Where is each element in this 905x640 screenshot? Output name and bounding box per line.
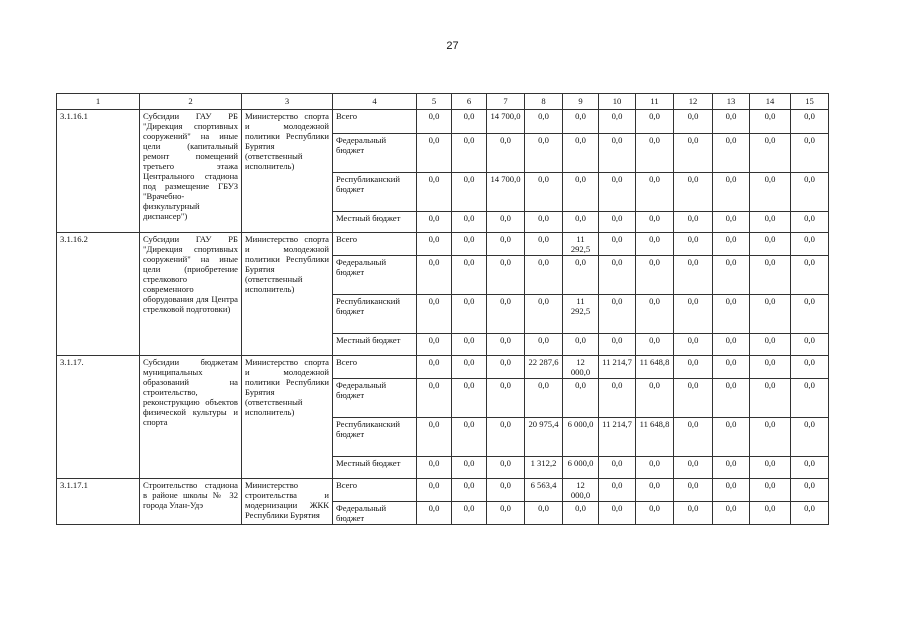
col-header: 14 <box>750 94 791 110</box>
executor-cell: Министерство спорта и молодежной политики Республики Бурятия (ответственный исполнитель) <box>242 356 333 479</box>
table-row <box>57 233 829 256</box>
amount-cell: 0,0 <box>636 233 674 256</box>
amount-cell: 0,0 <box>750 134 791 173</box>
amount-cell: 0,0 <box>750 334 791 356</box>
amount-cell: 11 214,7 <box>599 356 636 379</box>
amount-cell: 0,0 <box>674 212 713 233</box>
col-header: 11 <box>636 94 674 110</box>
amount-cell: 11 214,7 <box>599 418 636 457</box>
amount-cell: 0,0 <box>417 295 452 334</box>
amount-cell: 0,0 <box>417 256 452 295</box>
amount-cell: 0,0 <box>636 212 674 233</box>
funding-source-cell: Местный бюджет <box>333 334 417 356</box>
col-header: 9 <box>563 94 599 110</box>
item-code-cell: 3.1.16.2 <box>57 233 140 356</box>
funding-source-cell: Республиканский бюджет <box>333 418 417 457</box>
amount-cell: 0,0 <box>599 502 636 525</box>
amount-cell: 0,0 <box>791 356 829 379</box>
amount-cell: 0,0 <box>417 479 452 502</box>
col-header: 6 <box>452 94 487 110</box>
amount-cell: 0,0 <box>525 212 563 233</box>
amount-cell: 0,0 <box>674 502 713 525</box>
funding-source-cell: Всего <box>333 233 417 256</box>
amount-cell: 11 292,5 <box>563 295 599 334</box>
amount-cell: 0,0 <box>487 256 525 295</box>
amount-cell: 0,0 <box>487 212 525 233</box>
amount-cell: 0,0 <box>599 379 636 418</box>
amount-cell: 0,0 <box>636 173 674 212</box>
amount-cell: 0,0 <box>791 418 829 457</box>
amount-cell: 0,0 <box>674 256 713 295</box>
funding-source-cell: Федеральный бюджет <box>333 134 417 173</box>
amount-cell: 0,0 <box>487 502 525 525</box>
amount-cell: 0,0 <box>452 457 487 479</box>
amount-cell: 0,0 <box>525 233 563 256</box>
amount-cell: 0,0 <box>636 256 674 295</box>
amount-cell: 0,0 <box>791 233 829 256</box>
amount-cell: 20 975,4 <box>525 418 563 457</box>
amount-cell: 0,0 <box>750 418 791 457</box>
amount-cell: 0,0 <box>791 334 829 356</box>
amount-cell: 0,0 <box>599 256 636 295</box>
amount-cell: 0,0 <box>750 457 791 479</box>
amount-cell: 0,0 <box>417 110 452 134</box>
amount-cell: 0,0 <box>713 334 750 356</box>
amount-cell: 6 000,0 <box>563 418 599 457</box>
amount-cell: 0,0 <box>599 334 636 356</box>
amount-cell: 0,0 <box>713 212 750 233</box>
amount-cell: 0,0 <box>417 173 452 212</box>
col-header: 12 <box>674 94 713 110</box>
funding-source-cell: Всего <box>333 479 417 502</box>
amount-cell: 0,0 <box>417 502 452 525</box>
item-code-cell: 3.1.16.1 <box>57 110 140 233</box>
table-row <box>57 110 829 134</box>
amount-cell: 0,0 <box>563 502 599 525</box>
amount-cell: 0,0 <box>417 418 452 457</box>
amount-cell: 0,0 <box>791 479 829 502</box>
amount-cell: 0,0 <box>452 256 487 295</box>
amount-cell: 0,0 <box>487 418 525 457</box>
amount-cell: 0,0 <box>452 134 487 173</box>
amount-cell: 0,0 <box>487 479 525 502</box>
amount-cell: 0,0 <box>750 173 791 212</box>
amount-cell: 0,0 <box>750 212 791 233</box>
amount-cell: 0,0 <box>713 379 750 418</box>
amount-cell: 0,0 <box>750 233 791 256</box>
amount-cell: 0,0 <box>525 110 563 134</box>
col-header: 1 <box>57 94 140 110</box>
amount-cell: 0,0 <box>599 233 636 256</box>
amount-cell: 0,0 <box>674 233 713 256</box>
amount-cell: 0,0 <box>487 295 525 334</box>
amount-cell: 0,0 <box>750 356 791 379</box>
amount-cell: 12 000,0 <box>563 356 599 379</box>
amount-cell: 0,0 <box>713 134 750 173</box>
column-number-row <box>57 94 829 110</box>
funding-source-cell: Местный бюджет <box>333 212 417 233</box>
item-name-cell: Субсидии бюджетам муниципальных образований на строительство, реконструкцию объектов физической культуры и спорта <box>140 356 242 479</box>
amount-cell: 0,0 <box>599 110 636 134</box>
amount-cell: 0,0 <box>791 502 829 525</box>
amount-cell: 0,0 <box>563 256 599 295</box>
amount-cell: 6 000,0 <box>563 457 599 479</box>
funding-source-cell: Всего <box>333 110 417 134</box>
amount-cell: 0,0 <box>713 502 750 525</box>
col-header: 10 <box>599 94 636 110</box>
item-code-cell: 3.1.17. <box>57 356 140 479</box>
amount-cell: 0,0 <box>750 295 791 334</box>
amount-cell: 0,0 <box>674 295 713 334</box>
item-name-cell: Субсидии ГАУ РБ "Дирекция спортивных сооружений" на иные цели (капитальный ремонт помещений третьего этажа Центрального стадиона под размещение ГБУЗ "Врачебно-физкультурный диспансер") <box>140 110 242 233</box>
col-header: 4 <box>333 94 417 110</box>
amount-cell: 0,0 <box>674 379 713 418</box>
amount-cell: 0,0 <box>599 134 636 173</box>
amount-cell: 0,0 <box>791 295 829 334</box>
amount-cell: 0,0 <box>674 418 713 457</box>
table-row <box>57 479 829 502</box>
funding-source-cell: Федеральный бюджет <box>333 256 417 295</box>
amount-cell: 0,0 <box>750 379 791 418</box>
amount-cell: 0,0 <box>636 134 674 173</box>
funding-source-cell: Федеральный бюджет <box>333 379 417 418</box>
col-header: 5 <box>417 94 452 110</box>
amount-cell: 0,0 <box>417 457 452 479</box>
amount-cell: 0,0 <box>487 356 525 379</box>
amount-cell: 11 648,8 <box>636 418 674 457</box>
page-number: 27 <box>446 40 459 52</box>
amount-cell: 0,0 <box>525 256 563 295</box>
amount-cell: 0,0 <box>791 457 829 479</box>
amount-cell: 0,0 <box>525 173 563 212</box>
amount-cell: 0,0 <box>636 295 674 334</box>
amount-cell: 0,0 <box>791 173 829 212</box>
amount-cell: 0,0 <box>417 212 452 233</box>
amount-cell: 0,0 <box>674 356 713 379</box>
amount-cell: 0,0 <box>452 295 487 334</box>
executor-cell: Министерство спорта и молодежной политики Республики Бурятия (ответственный исполнитель) <box>242 233 333 356</box>
amount-cell: 0,0 <box>452 110 487 134</box>
amount-cell: 0,0 <box>713 479 750 502</box>
amount-cell: 6 563,4 <box>525 479 563 502</box>
amount-cell: 0,0 <box>713 295 750 334</box>
funding-source-cell: Республиканский бюджет <box>333 295 417 334</box>
col-header: 7 <box>487 94 525 110</box>
amount-cell: 0,0 <box>525 334 563 356</box>
amount-cell: 0,0 <box>674 479 713 502</box>
executor-cell: Министерство спорта и молодежной политики Республики Бурятия (ответственный исполнитель) <box>242 110 333 233</box>
amount-cell: 0,0 <box>713 173 750 212</box>
amount-cell: 0,0 <box>713 356 750 379</box>
amount-cell: 0,0 <box>636 379 674 418</box>
executor-cell: Министерство строительства и модернизации ЖКК Республики Бурятия <box>242 479 333 525</box>
amount-cell: 0,0 <box>452 418 487 457</box>
amount-cell: 0,0 <box>452 479 487 502</box>
amount-cell: 0,0 <box>674 134 713 173</box>
funding-source-cell: Федеральный бюджет <box>333 502 417 525</box>
amount-cell: 0,0 <box>713 418 750 457</box>
amount-cell: 0,0 <box>636 334 674 356</box>
amount-cell: 0,0 <box>636 110 674 134</box>
amount-cell: 0,0 <box>452 173 487 212</box>
amount-cell: 0,0 <box>487 134 525 173</box>
amount-cell: 0,0 <box>563 212 599 233</box>
amount-cell: 0,0 <box>599 295 636 334</box>
amount-cell: 0,0 <box>417 134 452 173</box>
amount-cell: 0,0 <box>750 479 791 502</box>
col-header: 13 <box>713 94 750 110</box>
amount-cell: 0,0 <box>674 457 713 479</box>
amount-cell: 22 287,6 <box>525 356 563 379</box>
amount-cell: 0,0 <box>525 134 563 173</box>
amount-cell: 0,0 <box>750 110 791 134</box>
amount-cell: 0,0 <box>713 457 750 479</box>
amount-cell: 12 000,0 <box>563 479 599 502</box>
amount-cell: 0,0 <box>417 233 452 256</box>
amount-cell: 0,0 <box>452 212 487 233</box>
amount-cell: 0,0 <box>452 379 487 418</box>
funding-source-cell: Республиканский бюджет <box>333 173 417 212</box>
amount-cell: 11 292,5 <box>563 233 599 256</box>
amount-cell: 0,0 <box>417 379 452 418</box>
amount-cell: 0,0 <box>417 334 452 356</box>
amount-cell: 11 648,8 <box>636 356 674 379</box>
amount-cell: 0,0 <box>636 479 674 502</box>
amount-cell: 0,0 <box>525 502 563 525</box>
amount-cell: 0,0 <box>636 502 674 525</box>
amount-cell: 0,0 <box>487 233 525 256</box>
amount-cell: 0,0 <box>525 379 563 418</box>
col-header: 2 <box>140 94 242 110</box>
amount-cell: 0,0 <box>563 334 599 356</box>
amount-cell: 0,0 <box>791 256 829 295</box>
funding-source-cell: Всего <box>333 356 417 379</box>
budget-table <box>56 93 829 525</box>
amount-cell: 0,0 <box>713 110 750 134</box>
amount-cell: 14 700,0 <box>487 110 525 134</box>
amount-cell: 0,0 <box>713 233 750 256</box>
amount-cell: 0,0 <box>791 134 829 173</box>
amount-cell: 0,0 <box>599 479 636 502</box>
funding-source-cell: Местный бюджет <box>333 457 417 479</box>
amount-cell: 0,0 <box>713 256 750 295</box>
amount-cell: 0,0 <box>674 334 713 356</box>
item-code-cell: 3.1.17.1 <box>57 479 140 525</box>
amount-cell: 0,0 <box>791 110 829 134</box>
amount-cell: 0,0 <box>487 457 525 479</box>
amount-cell: 0,0 <box>452 502 487 525</box>
amount-cell: 0,0 <box>599 457 636 479</box>
table-row <box>57 356 829 379</box>
amount-cell: 0,0 <box>791 379 829 418</box>
amount-cell: 14 700,0 <box>487 173 525 212</box>
amount-cell: 0,0 <box>674 110 713 134</box>
amount-cell: 0,0 <box>791 212 829 233</box>
amount-cell: 0,0 <box>563 379 599 418</box>
col-header: 15 <box>791 94 829 110</box>
amount-cell: 0,0 <box>563 110 599 134</box>
amount-cell: 0,0 <box>452 356 487 379</box>
amount-cell: 0,0 <box>563 134 599 173</box>
item-name-cell: Строительство стадиона в районе школы № 32 города Улан-Удэ <box>140 479 242 525</box>
amount-cell: 0,0 <box>674 173 713 212</box>
amount-cell: 0,0 <box>487 379 525 418</box>
amount-cell: 0,0 <box>750 502 791 525</box>
amount-cell: 0,0 <box>563 173 599 212</box>
amount-cell: 0,0 <box>599 212 636 233</box>
amount-cell: 0,0 <box>487 334 525 356</box>
amount-cell: 0,0 <box>525 295 563 334</box>
col-header: 3 <box>242 94 333 110</box>
amount-cell: 0,0 <box>452 233 487 256</box>
amount-cell: 0,0 <box>599 173 636 212</box>
amount-cell: 0,0 <box>750 256 791 295</box>
col-header: 8 <box>525 94 563 110</box>
item-name-cell: Субсидии ГАУ РБ "Дирекция спортивных сооружений" на иные цели (приобретение стрелкового современного оборудования для Центра стрелковой подготовки) <box>140 233 242 356</box>
amount-cell: 1 312,2 <box>525 457 563 479</box>
amount-cell: 0,0 <box>452 334 487 356</box>
amount-cell: 0,0 <box>417 356 452 379</box>
amount-cell: 0,0 <box>636 457 674 479</box>
